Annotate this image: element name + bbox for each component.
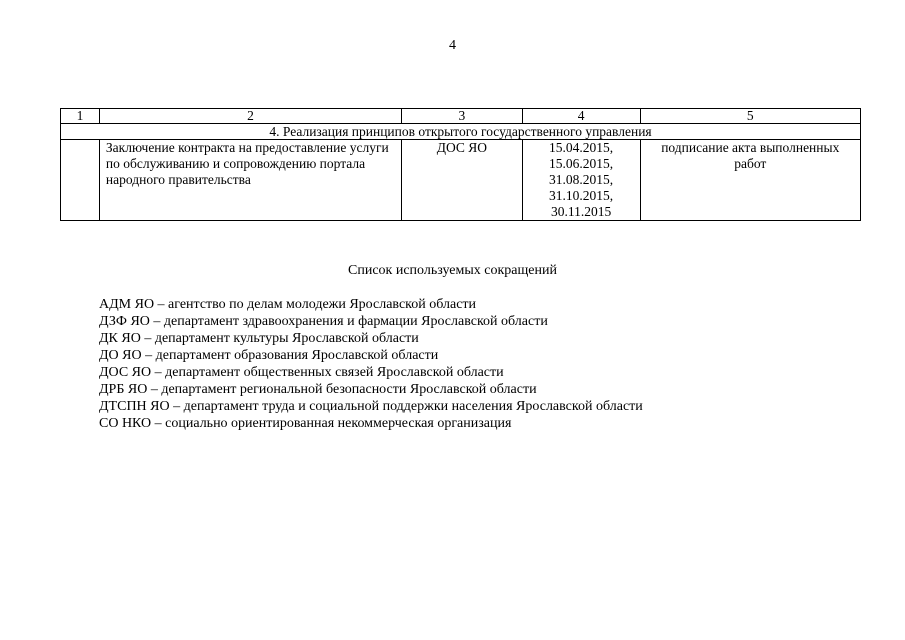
abbreviation-item: ДТСПН ЯО – департамент труда и социальной поддержки населения Ярославской области xyxy=(99,399,643,414)
header-cell-4: 4 xyxy=(522,109,640,124)
date-item: 30.11.2015 xyxy=(550,204,612,219)
date-item: 15.06.2015, xyxy=(549,156,614,171)
abbreviation-item: АДМ ЯО – агентство по делам молодежи Ярославской области xyxy=(99,297,477,312)
section-title: 4. Реализация принципов открытого государственного управления xyxy=(61,124,861,140)
date-item: 31.08.2015, xyxy=(549,172,614,187)
abbreviations-title: Список используемых сокращений xyxy=(348,263,557,278)
abbreviation-item: ДЗФ ЯО – департамент здравоохранения и фармации Ярославской области xyxy=(99,314,548,329)
table-header-row xyxy=(61,109,861,124)
header-cell-5: 5 xyxy=(640,109,860,124)
date-item: 15.04.2015, xyxy=(549,140,614,155)
row-number-cell xyxy=(61,140,100,221)
page-number: 4 xyxy=(449,38,456,53)
plan-table xyxy=(60,108,861,221)
header-cell-2: 2 xyxy=(99,109,401,124)
date-item: 31.10.2015, xyxy=(549,188,614,203)
section-row xyxy=(61,124,861,140)
row-description-cell: Заключение контракта на предоставление услуги по обслуживанию и сопровождению портала народного правительства xyxy=(99,140,401,221)
header-cell-1: 1 xyxy=(61,109,100,124)
row-dates-cell xyxy=(522,140,640,221)
abbreviation-item: ДОС ЯО – департамент общественных связей Ярославской области xyxy=(99,365,504,380)
abbreviations-list xyxy=(99,296,643,432)
header-cell-3: 3 xyxy=(402,109,523,124)
abbreviation-item: СО НКО – социально ориентированная некоммерческая организация xyxy=(99,416,512,431)
row-result-cell: подписание акта выполненных работ xyxy=(640,140,860,221)
table-row xyxy=(61,140,861,221)
abbreviation-item: ДО ЯО – департамент образования Ярославской области xyxy=(99,348,439,363)
row-responsible-cell: ДОС ЯО xyxy=(402,140,523,221)
abbreviation-item: ДРБ ЯО – департамент региональной безопасности Ярославской области xyxy=(99,382,537,397)
abbreviation-item: ДК ЯО – департамент культуры Ярославской области xyxy=(99,331,419,346)
